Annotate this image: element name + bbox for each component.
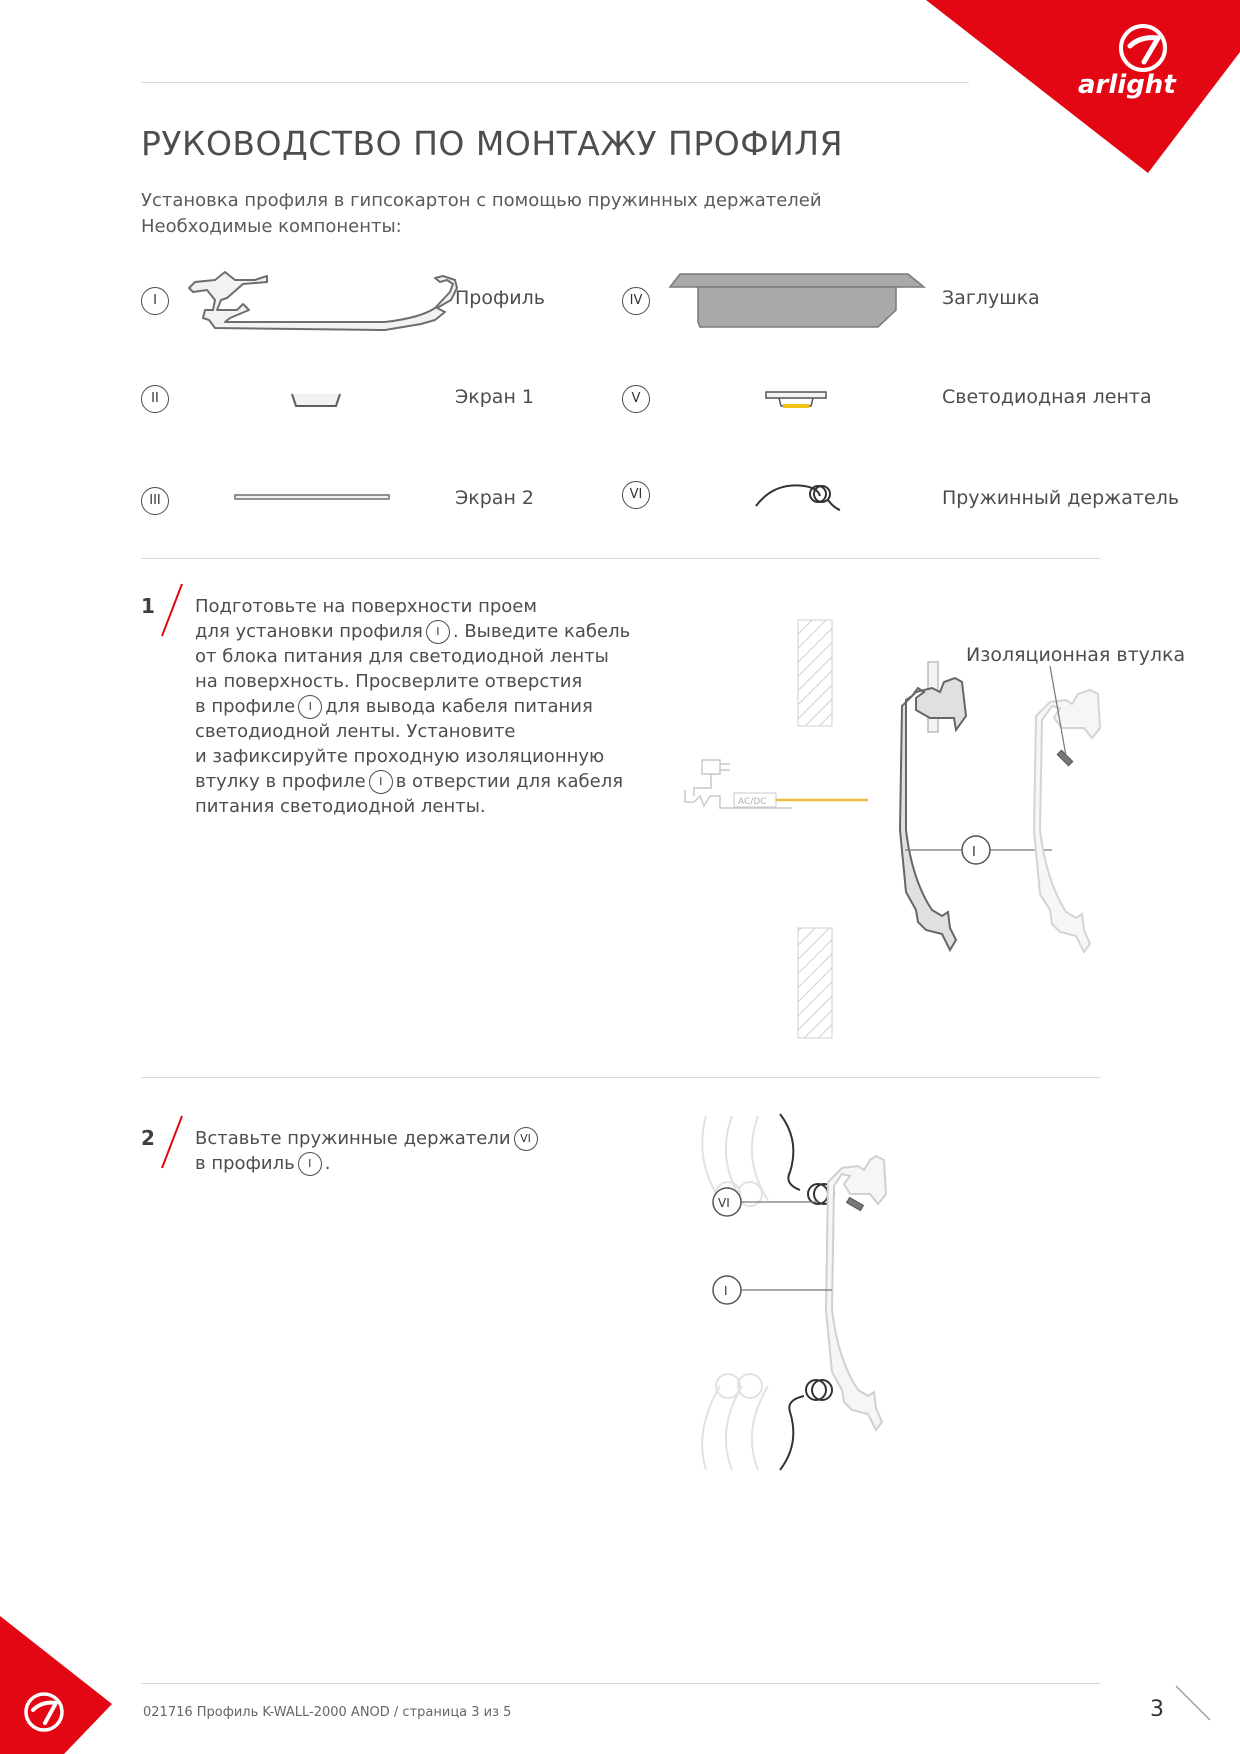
psu-label: AC/DC	[738, 797, 767, 807]
profile-drawing	[185, 270, 445, 340]
step1-line: на поверхность. Просверлите отверстия	[195, 671, 583, 692]
screen1-drawing	[290, 392, 350, 412]
step1-line: от блока питания для светодиодной ленты	[195, 646, 609, 667]
step1-numeral-I-text: I	[972, 845, 976, 860]
component-label-screen1: Экран 1	[455, 386, 534, 408]
step2-illustration	[700, 1110, 920, 1480]
step2-ref-profile: I	[298, 1152, 322, 1176]
header-rule	[141, 82, 969, 83]
step1-line: втулку в профиле	[195, 771, 366, 792]
step1-line: в отверстии для кабеля	[395, 771, 624, 792]
step2-text	[195, 1126, 541, 1176]
insulating-sleeve-step2	[847, 1197, 864, 1210]
profile-section-ghost	[1034, 690, 1100, 952]
led-strip-drawing	[765, 390, 835, 414]
step2-ref-holder: VI	[514, 1127, 538, 1151]
step1-line: и зафиксируйте проходную изоляционную	[195, 746, 605, 767]
step2-line: в профиль	[195, 1153, 295, 1174]
callout-insulating-sleeve: Изоляционная втулка	[966, 644, 1186, 666]
numeral-V: V	[622, 385, 650, 413]
component-label-profile: Профиль	[455, 287, 545, 309]
end-cap-drawing	[668, 272, 928, 332]
step1-line: . Выведите кабель	[452, 621, 631, 642]
step1-ref-profile: I	[426, 620, 450, 644]
step1-ref-profile: I	[369, 770, 393, 794]
wall-section-bottom	[798, 928, 832, 1038]
numeral-III: III	[141, 487, 169, 515]
brand-corner-bottom	[0, 1604, 120, 1754]
step1-numeral-I-marker	[962, 836, 990, 864]
page-number: 3	[1150, 1697, 1164, 1722]
step1-ref-profile: I	[298, 695, 322, 719]
step1-slash-icon	[160, 582, 190, 642]
component-label-led-strip: Светодиодная лента	[942, 386, 1152, 408]
brand-name: arlight	[1078, 70, 1176, 100]
component-label-screen2: Экран 2	[455, 487, 534, 509]
wall-section-top	[798, 620, 832, 726]
step2-number: 2	[141, 1126, 155, 1150]
numeral-IV: IV	[622, 287, 650, 315]
step1-line: в профиле	[195, 696, 296, 717]
numeral-I: I	[141, 287, 169, 315]
component-label-spring-holder: Пружинный держатель	[942, 487, 1180, 509]
spring-holder-top	[780, 1114, 800, 1190]
numeral-VI: VI	[622, 481, 650, 509]
step1-line: для вывода кабеля питания	[325, 696, 593, 717]
step1-line: питания светодиодной ленты.	[195, 796, 486, 817]
step2-numeral-VI-text: VI	[718, 1196, 730, 1210]
profile-section-step2	[826, 1156, 886, 1430]
component-label-end-cap: Заглушка	[942, 287, 1040, 309]
profile-section-main	[900, 678, 966, 950]
footer-rule	[141, 1683, 1100, 1684]
step1-illustration	[680, 610, 1200, 1030]
page-number-slash-icon	[1174, 1684, 1214, 1724]
page-title: РУКОВОДСТВО ПО МОНТАЖУ ПРОФИЛЯ	[141, 124, 844, 163]
spring-holder-drawing	[754, 474, 844, 514]
step1-line: светодиодной ленты. Установите	[195, 721, 516, 742]
section-rule-2	[141, 1077, 1100, 1078]
step1-line: Подготовьте на поверхности проем	[195, 596, 537, 617]
step1-number: 1	[141, 594, 155, 618]
step1-text	[195, 594, 630, 819]
screen2-drawing	[234, 493, 394, 503]
brand-corner-top	[0, 0, 1240, 200]
subtitle: Установка профиля в гипсокартон с помощью пружинных держателей	[141, 190, 822, 211]
step2-period: .	[324, 1153, 331, 1174]
section-rule-1	[141, 558, 1100, 559]
footer-doc-info: 021716 Профиль K-WALL-2000 ANOD / страница 3 из 5	[143, 1705, 512, 1720]
step1-line: для установки профиля	[195, 621, 423, 642]
step2-slash-icon	[160, 1114, 190, 1174]
components-heading: Необходимые компоненты:	[141, 216, 402, 237]
step2-line: Вставьте пружинные держатели	[195, 1128, 511, 1149]
spring-holder-bottom	[780, 1396, 804, 1470]
step2-numeral-I-text: I	[724, 1284, 728, 1298]
numeral-II: II	[141, 385, 169, 413]
